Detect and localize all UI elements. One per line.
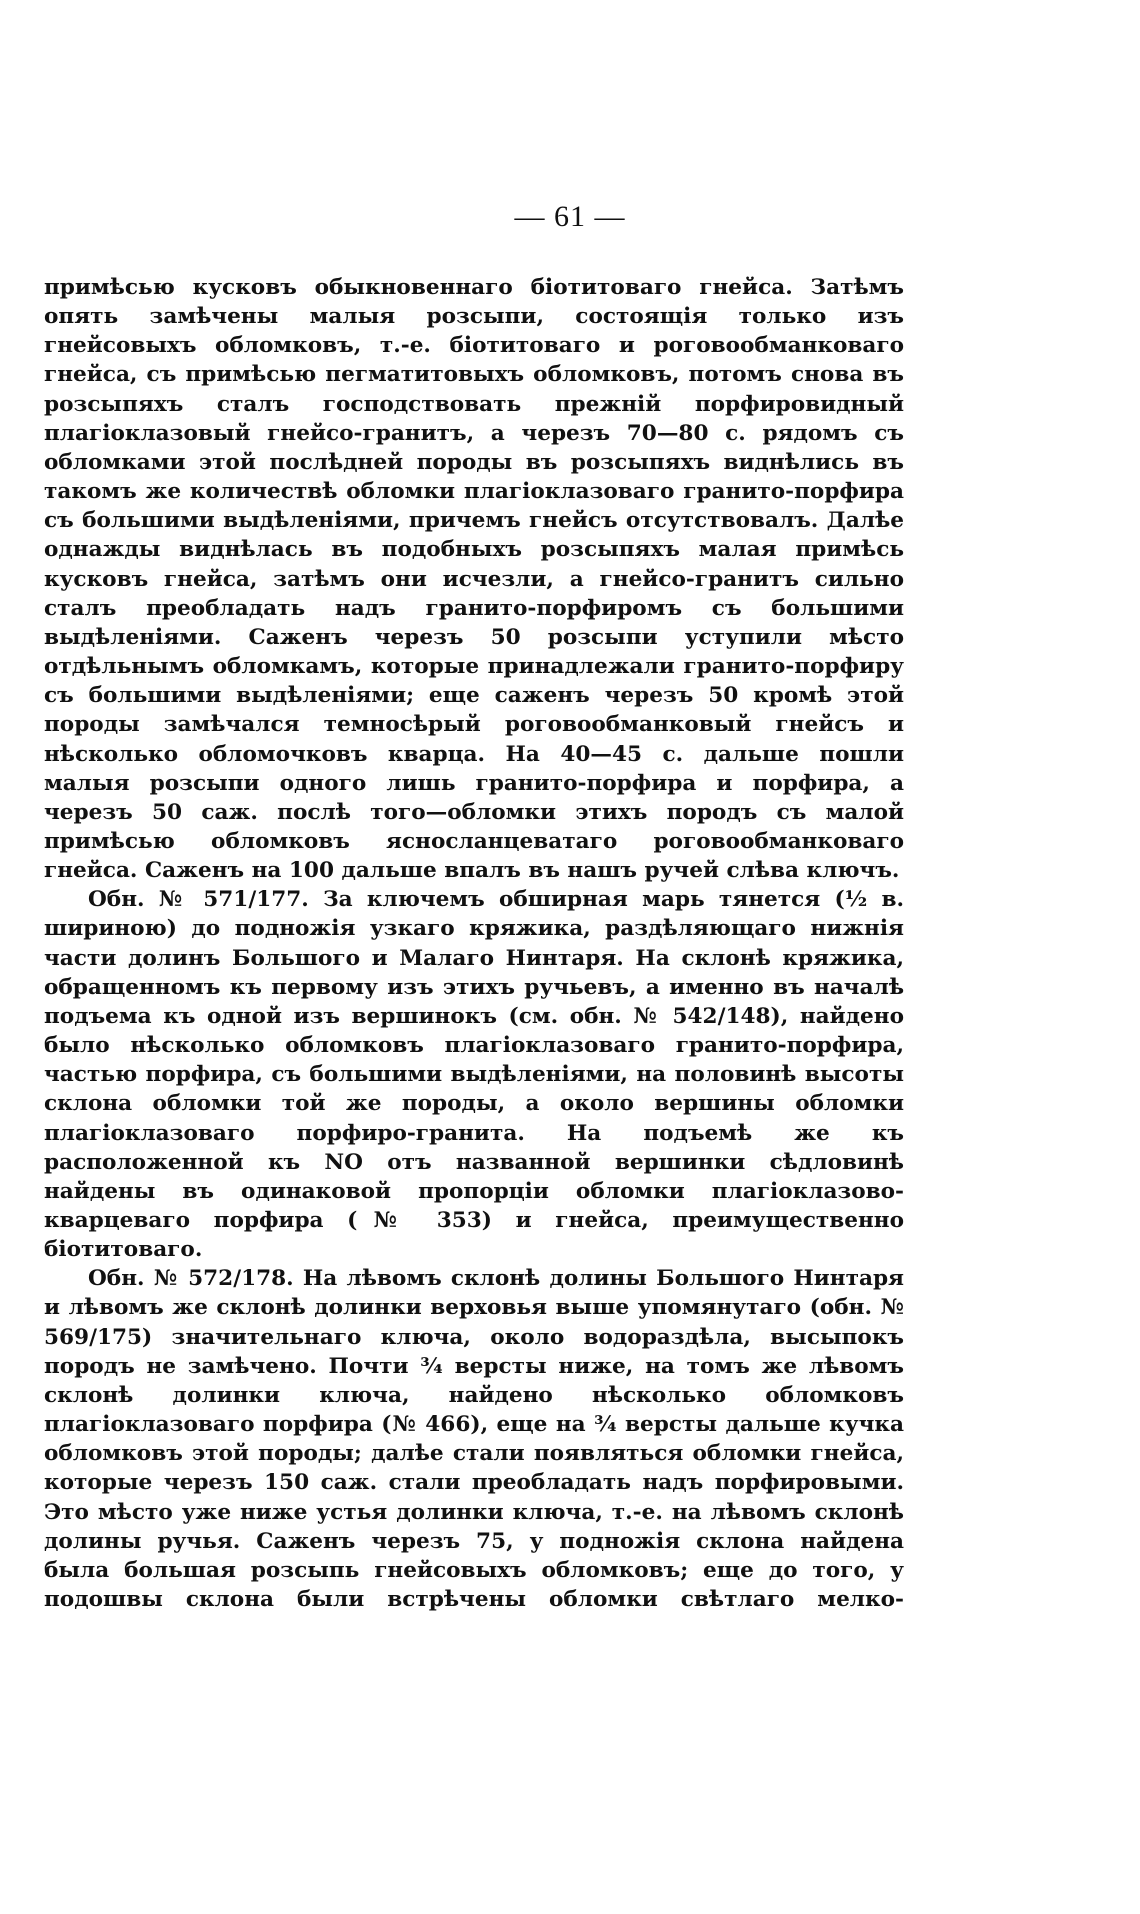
page-number: — 61 — — [514, 200, 626, 233]
paragraph-3: Обн. № 572/178. На лѣвомъ склонѣ долины Большого Нинтаря и лѣвомъ же склонѣ долинки верховья выше упомянутаго (обн. № 569/175) значительнаго ключа, около водораздѣла, высыпокъ породъ не замѣчено. Почти ¾ версты ниже, на томъ же лѣвомъ склонѣ долинки ключа, найдено нѣсколько обломковъ плагіоклазоваго порфира (№ 466), еще на ¾ версты дальше кучка обломковъ этой породы; далѣе стали появляться обломки гнейса, которые черезъ 150 саж. стали преобладать надъ порфировыми. Это мѣсто уже ниже устья долинки ключа, т.-е. на лѣвомъ склонѣ долины ручья. Саженъ черезъ 75, у подножія склона найдена была большая розсыпь гнейсовыхъ обломковъ; еще до того, у подошвы склона были встрѣчены обломки свѣтлаго мелко- — [44, 1266, 904, 1613]
paragraph-1: примѣсью кусковъ обыкновеннаго біотитоваго гнейса. Затѣмъ опять замѣчены малыя розсыпи, состоящія только изъ гнейсовыхъ обломковъ, т.-е. біотитоваго и роговообманковаго гнейса, съ примѣсью пегматитовыхъ обломковъ, потомъ снова въ розсыпяхъ сталъ господствовать прежній порфировидный плагіоклазовый гнейсо-гранитъ, а черезъ 70—80 с. рядомъ съ обломками этой послѣдней породы въ розсыпяхъ виднѣлись въ такомъ же количествѣ обломки плагіоклазоваго гранито-порфира съ большими выдѣленіями, причемъ гнейсъ отсутствовалъ. Далѣе однажды виднѣлась въ подобныхъ розсыпяхъ малая примѣсь кусковъ гнейса, затѣмъ они исчезли, а гнейсо-гранитъ сильно сталъ преобладать надъ гранито-порфиромъ съ большими выдѣленіями. Саженъ черезъ 50 розсыпи уступили мѣсто отдѣльнымъ обломкамъ, которые принадлежали гранито-порфиру съ большими выдѣленіями; еще саженъ черезъ 50 кромѣ этой породы замѣчался темносѣрый роговообманковый гнейсъ и нѣсколько обломочковъ кварца. На 40—45 с. дальше пошли малыя розсыпи одного лишь гранито-порфира и порфира, а черезъ 50 саж. послѣ того—обломки этихъ породъ съ малой примѣсью обломковъ ясносланцеватаго роговообманковаго гнейса. Саженъ на 100 дальше впалъ въ нашъ ручей слѣва ключъ. — [44, 275, 904, 884]
paragraph-2: Обн. № 571/177. За ключемъ обширная марь тянется (½ в. шириною) до подножія узкаго кряжика, раздѣляющаго нижнія части долинъ Большого и Малаго Нинтаря. На склонѣ кряжика, обращенномъ къ первому изъ этихъ ручьевъ, а именно въ началѣ подъема къ одной изъ вершинокъ (см. обн. № 542/148), найдено было нѣсколько обломковъ плагіоклазоваго гранито-порфира, частью порфира, съ большими выдѣленіями, на половинѣ высоты склона обломки той же породы, а около вершины обломки плагіоклазоваго порфиро-гранита. На подъемѣ же къ расположенной къ NO отъ названной вершинки сѣдловинѣ найдены въ одинаковой пропорціи обломки плагіоклазово-кварцеваго порфира (№ 353) и гнейса, преимущественно біотитоваго. — [44, 887, 904, 1263]
main-text — [44, 273, 904, 1614]
